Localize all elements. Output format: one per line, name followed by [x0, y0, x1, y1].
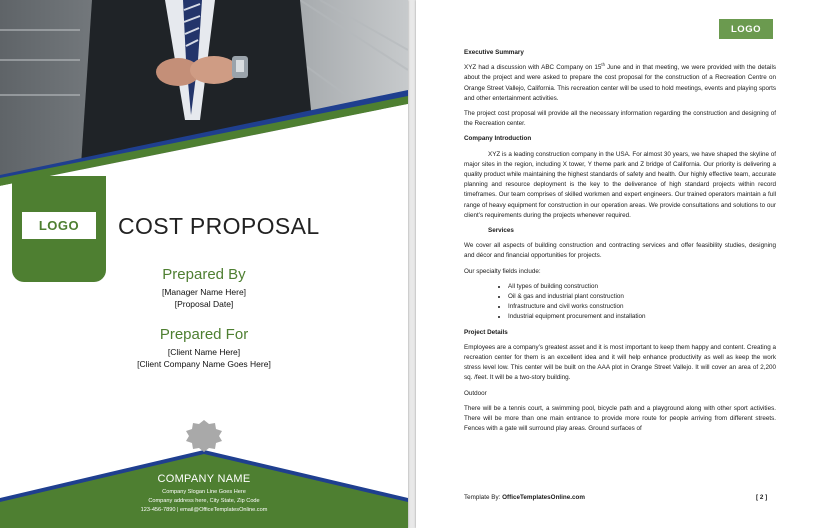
list-item: • Infrastructure and civil works construction: [508, 302, 776, 312]
prepared-for-heading: Prepared For: [159, 326, 249, 343]
cover-diagonal-bands: [0, 0, 408, 200]
company-contact: 123-456-7890 | email@OfficeTemplatesOnline.com: [140, 507, 268, 513]
page-number: [ 2 ]: [756, 494, 768, 501]
list-item: • Industrial equipment procurement and installation: [508, 312, 776, 322]
prepared-by-heading: Prepared By: [162, 266, 246, 283]
executive-summary-heading: Executive Summary: [464, 49, 524, 56]
company-intro-heading: Company Introduction: [464, 135, 532, 143]
company-name: COMPANY NAME: [157, 473, 251, 485]
company-slogan: Company Slogan Line Goes Here: [162, 489, 246, 495]
cover-logo: LOGO: [22, 212, 96, 239]
cover-page: [0, 0, 408, 528]
specialty-list: [500, 282, 776, 323]
manager-name: [Manager Name Here]: [161, 287, 247, 297]
list-item: • All types of building construction: [508, 282, 776, 292]
content-page: [416, 0, 824, 528]
page-body: [464, 48, 776, 440]
proposal-date: [Proposal Date]: [174, 299, 234, 309]
outdoor-subheading: Outdoor: [464, 389, 487, 397]
list-item: • Oil & gas and industrial plant construction: [508, 292, 776, 302]
executive-summary-paragraph: XYZ had a discussion with ABC Company on 15th June and in that meeting, we were provided with the details about the project and were asked to prepare the cost proposal for the construction of a Recreation Centre on Orange Street Vallejo, California. This recreation center will be used to hold meetings, events and playing sports and other entertainment activities.: [464, 62, 776, 102]
client-company-name: [Client Company Name Goes Here]: [137, 359, 271, 369]
cover-title: COST PROPOSAL: [118, 213, 320, 239]
services-heading: Services: [488, 227, 514, 235]
company-address: Company address here, City State, Zip Code: [148, 498, 260, 504]
specialty-intro: Our specialty fields include:: [464, 267, 541, 275]
page-footer-credit: Template By: OfficeTemplatesOnline.com: [464, 494, 585, 501]
project-details-paragraph: Employees are a company’s greatest asset and it is most important to keep them happy and content. Creating a recreation center for them is an excellent idea and it will help enhance productivity as well as keep the work stress level low. This center will be built on the AAA plot in Orange Street Vallejo. It will cover an area of 2,200 sq. /feet. It will be a two-story building.: [464, 343, 776, 382]
header-logo: LOGO: [719, 19, 773, 39]
company-intro-paragraph: XYZ is a leading construction company in the USA. For almost 30 years, we have shaped the skyline of major sites in the region, including X tower, Y theme park and Z bridge of California. Our priority is delivering a quality product while maintaining the highest standards of safety and health. Our highly effective team, accurate planning and resource deployment is the key to the deliverance of high standard projects within record timeframes. Our team comprises of skilled workmen and expert engineers. Our trained operators maintain a full range of heavy equipment for construction in our operation areas. We provide consultations and solutions to our client’s requirements during the projects whenever required.: [464, 150, 776, 219]
outdoor-paragraph: There will be a tennis court, a swimming pool, bicycle path and a playground along with other sport activities. There will be more than one main entrance to provide more route for people arriving from different streets. Fences with a gate will surround play areas. Ground surfaces of: [464, 404, 776, 433]
client-name: [Client Name Here]: [167, 347, 241, 357]
seal-icon: [186, 420, 222, 452]
project-details-heading: Project Details: [464, 328, 508, 336]
executive-summary-paragraph-2: The project cost proposal will provide all the necessary information regarding the construction and designing of the Recreation center.: [464, 110, 776, 128]
services-paragraph: We cover all aspects of building construction and contracting services and offer feasibility studies, designing and décor and financial opportunities for projects.: [464, 242, 776, 260]
